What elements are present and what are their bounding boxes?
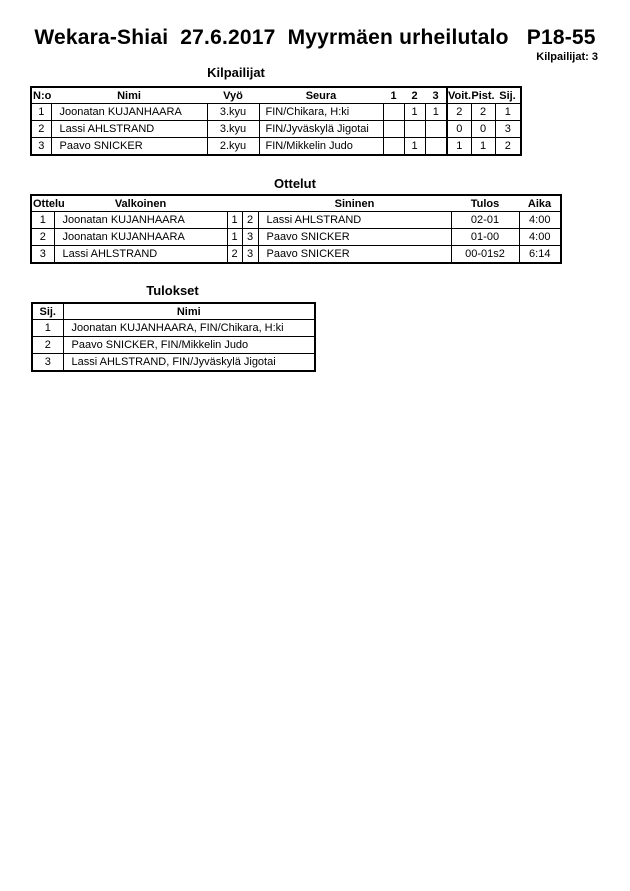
matches-section-heading: Ottelut — [274, 176, 316, 191]
results-header-row — [32, 303, 315, 320]
competitor-belt: 3.kyu — [207, 104, 259, 121]
col-header-round-2: 2 — [404, 87, 425, 104]
col-header-blue-number — [242, 195, 258, 212]
col-header-valkoinen: Valkoinen — [54, 195, 227, 212]
competitor-row — [31, 104, 521, 121]
match-row — [31, 229, 561, 246]
round-3-result — [425, 138, 447, 156]
blue-competitor-name: Paavo SNICKER — [258, 229, 451, 246]
matches-header-row — [31, 195, 561, 212]
match-score: 00-01s2 — [451, 246, 519, 264]
col-header-nimi: Nimi — [51, 87, 207, 104]
round-3-result — [425, 121, 447, 138]
col-header-ottelu: Ottelu — [31, 195, 54, 212]
competitor-number: 2 — [31, 121, 51, 138]
points-value: 0 — [471, 121, 495, 138]
blue-competitor-name: Lassi AHLSTRAND — [258, 212, 451, 229]
col-header-vyo: Vyö — [207, 87, 259, 104]
competitor-name: Paavo SNICKER — [51, 138, 207, 156]
match-number: 1 — [31, 212, 54, 229]
col-header-sininen: Sininen — [258, 195, 451, 212]
round-1-result — [383, 104, 404, 121]
competitors-section-heading: Kilpailijat — [207, 65, 265, 80]
col-header-pist: Pist. — [471, 87, 495, 104]
competitors-header-row — [31, 87, 521, 104]
competitor-row — [31, 138, 521, 156]
result-row — [32, 320, 315, 337]
competitor-club: FIN/Chikara, H:ki — [259, 104, 383, 121]
wins-value: 1 — [447, 138, 471, 156]
col-header-round-1: 1 — [383, 87, 404, 104]
match-score: 02-01 — [451, 212, 519, 229]
blue-competitor-number: 3 — [242, 246, 258, 264]
wins-value: 2 — [447, 104, 471, 121]
result-placement: 3 — [32, 354, 63, 372]
competitor-belt: 3.kyu — [207, 121, 259, 138]
match-time: 4:00 — [519, 212, 561, 229]
white-competitor-name: Joonatan KUJANHAARA — [54, 229, 227, 246]
round-2-result: 1 — [404, 138, 425, 156]
match-number: 2 — [31, 229, 54, 246]
result-name: Joonatan KUJANHAARA, FIN/Chikara, H:ki — [63, 320, 315, 337]
results-section-heading: Tulokset — [146, 283, 199, 298]
matches-table — [30, 194, 562, 264]
result-row — [32, 354, 315, 372]
col-header-no: N:o — [31, 87, 51, 104]
placement-value: 3 — [495, 121, 521, 138]
white-competitor-number: 1 — [227, 212, 242, 229]
competitor-number: 3 — [31, 138, 51, 156]
round-2-result: 1 — [404, 104, 425, 121]
blue-competitor-name: Paavo SNICKER — [258, 246, 451, 264]
match-time: 4:00 — [519, 229, 561, 246]
col-header-round-3: 3 — [425, 87, 447, 104]
results-table — [31, 302, 316, 372]
result-placement: 1 — [32, 320, 63, 337]
competitor-number: 1 — [31, 104, 51, 121]
competitor-club: FIN/Mikkelin Judo — [259, 138, 383, 156]
col-header-tulos: Tulos — [451, 195, 519, 212]
match-number: 3 — [31, 246, 54, 264]
competitors-count-label: Kilpailijat: 3 — [536, 51, 598, 63]
match-time: 6:14 — [519, 246, 561, 264]
white-competitor-number: 1 — [227, 229, 242, 246]
competitors-table — [30, 86, 522, 156]
competitor-club: FIN/Jyväskylä Jigotai — [259, 121, 383, 138]
result-name: Lassi AHLSTRAND, FIN/Jyväskylä Jigotai — [63, 354, 315, 372]
page-title: Wekara-Shiai 27.6.2017 Myyrmäen urheilutalo P18-55 — [34, 26, 596, 49]
points-value: 1 — [471, 138, 495, 156]
match-score: 01-00 — [451, 229, 519, 246]
round-2-result — [404, 121, 425, 138]
placement-value: 1 — [495, 104, 521, 121]
col-header-sij: Sij. — [495, 87, 521, 104]
competitor-belt: 2.kyu — [207, 138, 259, 156]
col-header-aika: Aika — [519, 195, 561, 212]
col-header-voit: Voit. — [447, 87, 471, 104]
round-3-result: 1 — [425, 104, 447, 121]
round-1-result — [383, 121, 404, 138]
col-header-seura: Seura — [259, 87, 383, 104]
col-header-nimi: Nimi — [63, 303, 315, 320]
blue-competitor-number: 3 — [242, 229, 258, 246]
col-header-sij: Sij. — [32, 303, 63, 320]
competitor-name: Joonatan KUJANHAARA — [51, 104, 207, 121]
blue-competitor-number: 2 — [242, 212, 258, 229]
match-row — [31, 246, 561, 264]
result-name: Paavo SNICKER, FIN/Mikkelin Judo — [63, 337, 315, 354]
white-competitor-number: 2 — [227, 246, 242, 264]
placement-value: 2 — [495, 138, 521, 156]
result-row — [32, 337, 315, 354]
col-header-white-number — [227, 195, 242, 212]
result-placement: 2 — [32, 337, 63, 354]
competitor-name: Lassi AHLSTRAND — [51, 121, 207, 138]
white-competitor-name: Lassi AHLSTRAND — [54, 246, 227, 264]
wins-value: 0 — [447, 121, 471, 138]
match-row — [31, 212, 561, 229]
round-1-result — [383, 138, 404, 156]
white-competitor-name: Joonatan KUJANHAARA — [54, 212, 227, 229]
points-value: 2 — [471, 104, 495, 121]
competitor-row — [31, 121, 521, 138]
